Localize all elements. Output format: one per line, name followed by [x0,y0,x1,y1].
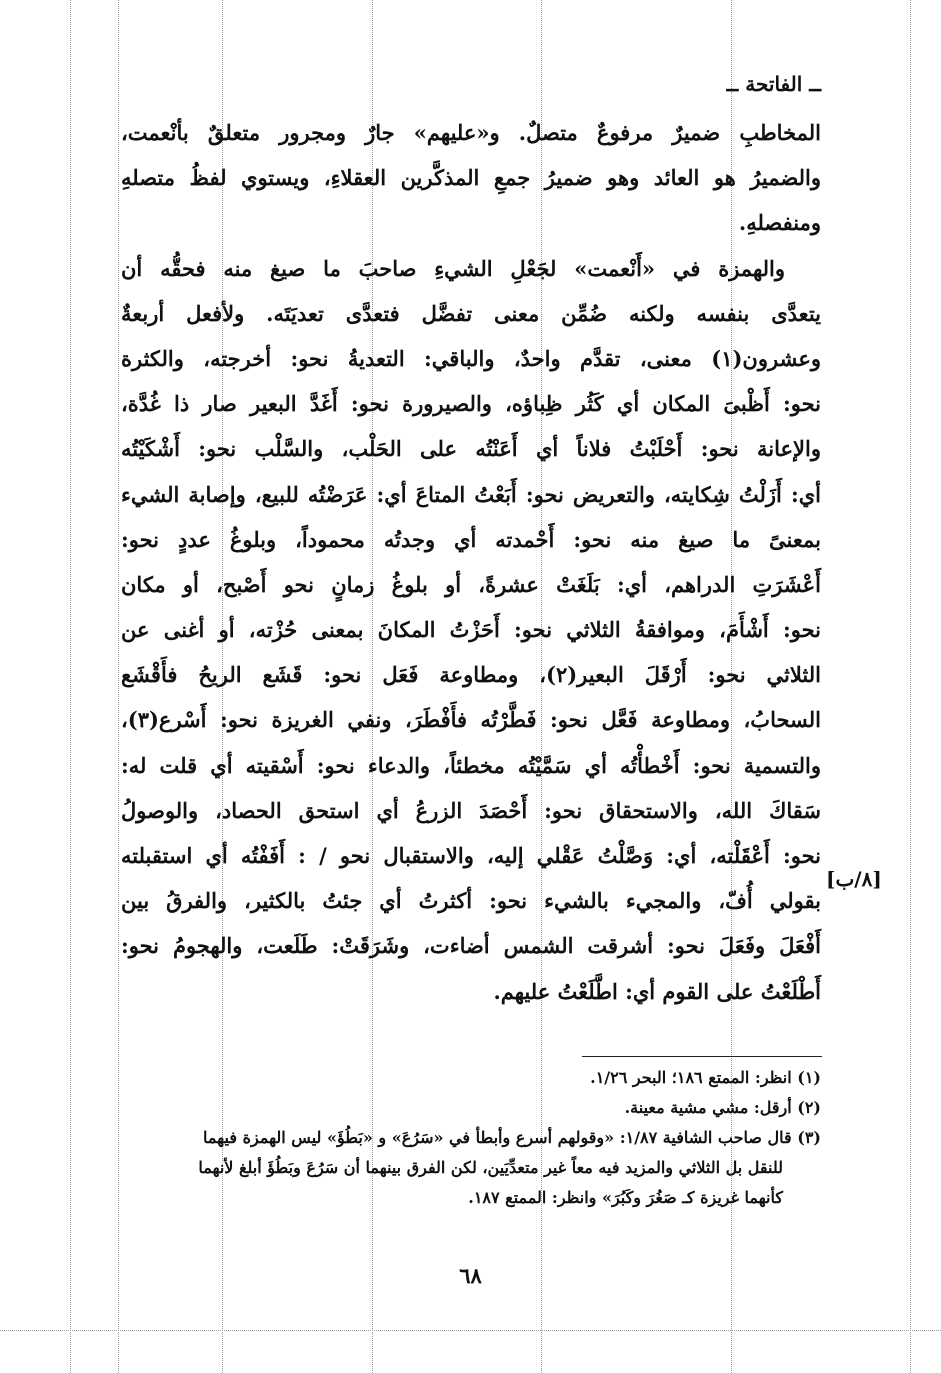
footnote-separator [582,1056,822,1057]
text-line: نحو: أَشْأَمَ، وموافقةُ الثلاثي نحو: أَحَزْتُ المكانَ بمعنى حُزْته، أو أغنى عن [121,617,821,643]
running-head: ــ الفاتحة ــ [726,72,821,96]
text-line: أَعْشَرَتِ الدراهم، أي: بَلَغَتْ عشرةً، أو بلوغُ زمانٍ نحو أَصْبح، أو مكان [121,571,821,597]
page-number: ٦٨ [459,1263,482,1288]
text-line: وعشرون(١) معنى، تقدَّم واحدٌ، والباقي: التعديةُ نحو: أخرجته، والكثرة [121,345,821,371]
text-line: والهمزة في «أَنْعمت» لجَعْلِ الشيءِ صاحبَ ما صيغ منه فحقُّه أن [121,255,785,281]
text-line: السحابُ، ومطاوعة فَعَّل نحو: فَطَّرْتُه فأَفْطَرَ، ونفي الغريزة نحو: أَسْرع(٣)، [121,707,821,733]
footnotes [121,1063,821,1213]
text-line: بمعنىً ما صيغ منه نحو: أَحْمدته أي وجدتُه محموداً، وبلوغُ عددٍ نحو: [121,526,821,552]
text-line: أي: أَزَلْتُ شِكايته، والتعريض نحو: أَبَعْتُ المتاعَ أي: عَرَضْتُه للبيع، وإصابة الشيء [121,481,821,507]
footnote-continuation: كأنهما غريزة كـ صَغُرَ وكَبُرَ» وانظر: الممتع ١٨٧. [468,1188,783,1207]
footnote: (٢) أرقل: مشي مشية معينة. [624,1098,821,1117]
text-line: والضميرُ هو العائد وهو ضميرُ جمعِ المذكَّرين العقلاءِ، ويستوي لفظُ متصلهِ [121,165,821,191]
text-line: والإعانة نحو: أَحْلَبْتُ فلاناً أي أَعَنْتُه على الحَلْب، والسَّلْب نحو: أَشْكَيْتُه [121,436,821,462]
text-line: ومنفصلهِ. [738,210,821,236]
footnote: (٣) قال صاحب الشافية ١/٨٧: «وقولهم أسرع وأبطأ في «سَرُعَ» و «بَطُؤَ» ليس الهمزة فيهما [203,1128,821,1147]
footnote-continuation: للنقل بل الثلاثي والمزيد فيه معاً غير متعدِّيَين، لكن الفرق بينهما أن سَرُعَ وبَطُؤَ أبلغ لأنهما [198,1158,783,1177]
text-line: الثلاثي نحو: أَرْقَلَ البعير(٢)، ومطاوعة فَعَل نحو: قَشَع الريحُ فأَقْشَع [121,662,821,688]
main-text [121,110,821,1014]
text-line: والتسمية نحو: أَخْطأْتُه أي سَمَّيْتُه مخطئاً، والدعاء نحو: أَسْقيته أي قلت له: [121,752,821,778]
scan-guide-line [70,0,71,1373]
scan-guide-line [0,1330,941,1331]
footnote: (١) انظر: الممتع ١٨٦؛ البحر ١/٢٦. [590,1068,821,1087]
text-line: بقولي أُفّ، والمجيء بالشيء نحو: أكثرتُ أي جئتُ بالكثير، والفرقُ بين [121,888,821,914]
text-line: يتعدَّى بنفسه ولكنه ضُمِّن معنى تفضَّل فتعدَّى تعديَتَه. ولأفعل أربعةٌ [121,300,821,326]
manuscript-folio-marker: [٨/ب] [826,867,882,891]
text-line: نحو: أَظْبىَ المكان أي كَثُر ظِباؤه، والصيرورة نحو: أَغَدَّ البعير صار ذا غُدَّة، [121,391,821,417]
text-line: سَقاكَ الله، والاستحقاق نحو: أَحْصَدَ الزرعُ أي استحق الحصاد، والوصولُ [121,797,821,823]
text-line: أَطْلَعْتُ على القوم أي: اطَّلَعْتُ عليهم. [493,978,821,1004]
text-line: نحو: أَعْقَلْته، أي: وَصَّلْتُ عَقْلي إليه، والاستقبال نحو / : أَفَفْتُه أي استقبلته [121,843,821,868]
text-line: أَفْعَلَ وفَعَلَ نحو: أشرقت الشمس أضاءت، وشَرَقَتْ: طَلَعت، والهجومُ نحو: [121,933,821,959]
scan-guide-line [118,0,119,1373]
text-line: المخاطبِ ضميرٌ مرفوعٌ متصلٌ. و«عليهم» جارٌ ومجرور متعلقٌ بأنْعمت، [121,120,821,145]
scan-guide-line [910,0,911,1373]
